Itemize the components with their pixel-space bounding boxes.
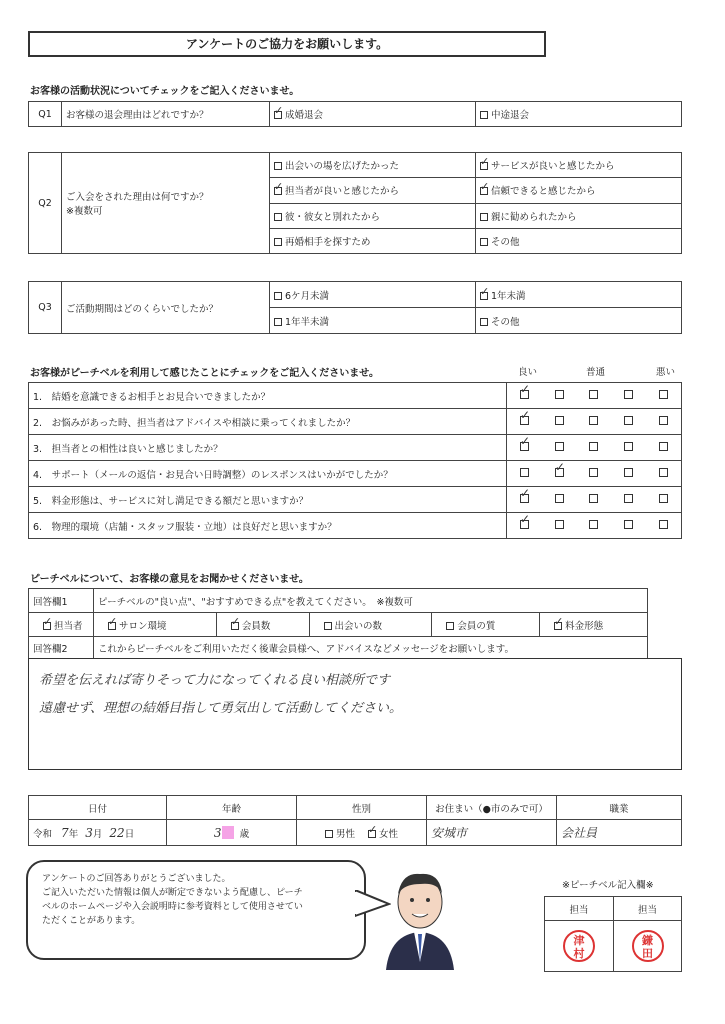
checkbox-icon[interactable] <box>555 390 564 399</box>
gender-field[interactable]: 男性 ✓ 女性 <box>297 820 427 846</box>
rating-question: 2. お悩みがあった時、担当者はアドバイスや相談に乗ってくれましたか？ <box>29 409 507 435</box>
q1-table <box>28 101 682 127</box>
rating-option[interactable] <box>577 383 612 409</box>
checkbox-icon[interactable] <box>589 520 598 529</box>
answer1-option[interactable]: 出会いの数 <box>309 613 432 637</box>
rating-option[interactable] <box>611 383 646 409</box>
rating-option[interactable] <box>611 435 646 461</box>
answer1-option[interactable]: ✓担当者 <box>29 613 94 637</box>
checkbox-icon[interactable] <box>480 213 488 221</box>
checkbox-icon[interactable] <box>659 442 668 451</box>
q1-question: お客様の退会理由はどれですか？ <box>62 102 270 127</box>
checkbox-icon[interactable] <box>480 111 488 119</box>
rating-option[interactable] <box>646 409 682 435</box>
redaction-block <box>222 826 234 839</box>
checkbox-icon[interactable] <box>555 442 564 451</box>
staff-stamp-cell <box>545 921 614 972</box>
rating-option[interactable] <box>646 487 682 513</box>
q2-option[interactable]: ✓ 信頼できると感じたから <box>476 178 682 203</box>
rating-option[interactable] <box>507 461 543 487</box>
rating-option[interactable] <box>507 409 543 435</box>
checkbox-icon[interactable] <box>555 468 564 477</box>
answer2-label: 回答欄2 <box>29 637 94 659</box>
checkbox-icon[interactable] <box>480 318 488 326</box>
q2-option[interactable]: 彼・彼女と別れたから <box>270 203 476 228</box>
q1-option-1[interactable]: 中途退会 <box>476 102 682 127</box>
rating-question: 5. 料金形態は、サービスに対し満足できる額だと思いますか？ <box>29 487 507 513</box>
checkbox-icon[interactable] <box>274 318 282 326</box>
q3-label: Q3 <box>29 282 62 334</box>
section2-heading: お客様がピーチベルを利用して感じたことにチェックをご記入くださいませ。 <box>30 368 379 379</box>
checkbox-icon[interactable] <box>520 416 529 425</box>
rating-option[interactable] <box>507 435 543 461</box>
q3-table <box>28 281 682 334</box>
answer2-prompt: これからピーチベルをご利用いただく後輩会員様へ、アドバイスなどメッセージをお願いします。 <box>94 637 648 659</box>
checkbox-icon[interactable] <box>659 494 668 503</box>
rating-option[interactable] <box>646 383 682 409</box>
q3-option[interactable]: 6ケ月未満 <box>270 282 476 308</box>
q3-question: ご活動期間はどのくらいでしたか？ <box>62 282 270 334</box>
staff-illustration-icon <box>380 862 460 970</box>
job-field[interactable]: 会社員 <box>557 820 682 846</box>
rating-option[interactable] <box>611 409 646 435</box>
header-gender: 性別 <box>297 796 427 820</box>
answer1-option[interactable]: 会員の質 <box>432 613 540 637</box>
checkbox-icon[interactable] <box>274 187 282 195</box>
checkbox-icon[interactable] <box>520 494 529 503</box>
staff-stamp-cell <box>614 921 682 972</box>
rating-question: 3. 担当者との相性は良いと感じましたか？ <box>29 435 507 461</box>
table-row <box>29 461 682 487</box>
q2-option[interactable]: その他 <box>476 228 682 253</box>
checkbox-icon[interactable] <box>480 238 488 246</box>
checkbox-icon[interactable] <box>520 390 529 399</box>
q3-option[interactable]: ✓ 1年未満 <box>476 282 682 308</box>
checkbox-icon[interactable] <box>108 622 116 630</box>
header-age: 年齢 <box>167 796 297 820</box>
rating-question: 6. 物理的環境（店舗・スタッフ服装・立地）は良好だと思いますか？ <box>29 513 507 539</box>
q3-option[interactable]: 1年半未満 <box>270 308 476 334</box>
rating-option[interactable] <box>611 513 646 539</box>
seal-stamp-icon: 鎌 田 <box>632 930 664 962</box>
staff-table <box>544 896 682 972</box>
q2-label: Q2 <box>29 153 62 254</box>
address-field[interactable]: 安城市 <box>427 820 557 846</box>
q3-option[interactable]: その他 <box>476 308 682 334</box>
scale-bad: 悪い <box>656 367 676 378</box>
rating-option[interactable] <box>577 409 612 435</box>
checkbox-icon[interactable] <box>446 622 454 630</box>
checkbox-icon[interactable] <box>589 442 598 451</box>
staff-heading: ※ピーチベル記入欄※ <box>562 880 654 891</box>
answer1-option[interactable]: ✓ 料金形態 <box>540 613 648 637</box>
q2-option[interactable]: ✓ サービスが良いと感じたから <box>476 153 682 178</box>
scale-normal: 普通 <box>586 367 606 378</box>
q2-option[interactable]: ✓担当者が良いと感じたから <box>270 178 476 203</box>
rating-table <box>28 382 682 539</box>
rating-option[interactable] <box>542 435 577 461</box>
q2-option[interactable]: 出会いの場を広げたかった <box>270 153 476 178</box>
age-field[interactable]: 3 歳 <box>167 820 297 846</box>
answer1-table <box>28 588 648 659</box>
checkbox-icon[interactable] <box>555 416 564 425</box>
rating-option[interactable] <box>507 383 543 409</box>
checkbox-icon[interactable] <box>659 520 668 529</box>
rating-option[interactable] <box>646 435 682 461</box>
checkbox-icon[interactable] <box>43 622 51 630</box>
rating-option[interactable] <box>542 383 577 409</box>
section3-heading: ピーチベルについて、お客様の意見をお聞かせくださいませ。 <box>30 574 309 585</box>
checkbox-icon[interactable] <box>368 830 376 838</box>
q1-label: Q1 <box>29 102 62 127</box>
rating-question: 1. 結婚を意識できるお相手とお見合いできましたか？ <box>29 383 507 409</box>
header-address: お住まい（●市のみで可） <box>427 796 557 820</box>
table-row <box>29 383 682 409</box>
rating-option[interactable] <box>542 461 577 487</box>
answer1-option[interactable]: ✓ サロン環境 <box>94 613 217 637</box>
header-job: 職業 <box>557 796 682 820</box>
answer1-prompt: ピーチベルの"良い点"、"おすすめできる点"を教えてください。 ※複数可 <box>94 589 648 613</box>
date-field[interactable]: 令和 7年 3月 22日 <box>29 820 167 846</box>
rating-option[interactable] <box>542 409 577 435</box>
checkbox-icon[interactable] <box>624 442 633 451</box>
checkbox-icon[interactable] <box>659 390 668 399</box>
checkbox-icon[interactable] <box>589 390 598 399</box>
staff-col2: 担当 <box>614 897 682 921</box>
rating-option[interactable] <box>611 461 646 487</box>
checkbox-icon[interactable] <box>325 830 333 838</box>
answer2-textarea[interactable] <box>28 658 682 770</box>
table-row <box>29 409 682 435</box>
table-row <box>29 513 682 539</box>
checkbox-icon[interactable] <box>624 390 633 399</box>
table-row <box>29 435 682 461</box>
checkbox-icon[interactable] <box>480 187 488 195</box>
thanks-bubble: アンケートのご回答ありがとうございました。 ご記入いただいた情報は個人が断定できないよう配慮し、ピーチ ベルのホームページや入会説明時に参考資料として使用させてい ただくことがあります。 <box>26 860 366 960</box>
page-title: アンケートのご協力をお願いします。 <box>28 31 546 57</box>
checkbox-icon[interactable] <box>659 468 668 477</box>
rating-option[interactable] <box>611 487 646 513</box>
checkbox-icon[interactable] <box>555 494 564 503</box>
checkbox-icon[interactable] <box>274 213 282 221</box>
checkbox-icon[interactable] <box>555 520 564 529</box>
checkbox-icon[interactable] <box>589 494 598 503</box>
rating-option[interactable] <box>542 513 577 539</box>
checkbox-icon[interactable] <box>624 468 633 477</box>
checkbox-icon[interactable] <box>520 468 529 477</box>
q2-option[interactable]: 親に勧められたから <box>476 203 682 228</box>
checkbox-icon[interactable] <box>274 292 282 300</box>
rating-option[interactable] <box>577 487 612 513</box>
answer1-label: 回答欄1 <box>29 589 94 613</box>
staff-col1: 担当 <box>545 897 614 921</box>
rating-option[interactable] <box>507 487 543 513</box>
answer1-option[interactable]: ✓ 会員数 <box>216 613 309 637</box>
answer2-line2: 遠慮せず、理想の結婚目指して勇気出して活動してください。 <box>39 701 402 716</box>
rating-option[interactable] <box>577 461 612 487</box>
checkbox-icon[interactable] <box>589 468 598 477</box>
checkbox-icon[interactable] <box>624 494 633 503</box>
checkbox-icon[interactable] <box>274 238 282 246</box>
checkbox-icon[interactable] <box>480 292 488 300</box>
header-date: 日付 <box>29 796 167 820</box>
rating-question: 4. サポート（メールの返信・お見合い日時調整）のレスポンスはいかがでしたか？ <box>29 461 507 487</box>
checkbox-icon[interactable] <box>520 520 529 529</box>
scale-good: 良い <box>518 367 538 378</box>
checkbox-icon[interactable] <box>659 416 668 425</box>
rating-option[interactable] <box>507 513 543 539</box>
q2-question: ご入会をされた理由は何ですか？ ※複数可 <box>62 153 270 254</box>
checkbox-icon[interactable] <box>624 520 633 529</box>
answer2-line1: 希望を伝えれば寄りそって力になってくれる良い相談所です <box>39 673 391 688</box>
checkbox-icon[interactable] <box>589 416 598 425</box>
q2-table <box>28 152 682 254</box>
checkbox-icon[interactable] <box>274 162 282 170</box>
checkbox-icon[interactable] <box>554 622 562 630</box>
table-row <box>29 487 682 513</box>
rating-option[interactable] <box>577 435 612 461</box>
checkbox-icon[interactable] <box>274 111 282 119</box>
checkbox-icon[interactable] <box>520 442 529 451</box>
seal-stamp-icon: 津 村 <box>563 930 595 962</box>
checkbox-icon[interactable] <box>324 622 332 630</box>
section1-heading: お客様の活動状況についてチェックをご記入くださいませ。 <box>30 86 300 97</box>
profile-table <box>28 795 682 846</box>
rating-option[interactable] <box>646 513 682 539</box>
checkbox-icon[interactable] <box>231 622 239 630</box>
checkbox-icon[interactable] <box>480 162 488 170</box>
q2-option[interactable]: 再婚相手を探すため <box>270 228 476 253</box>
rating-option[interactable] <box>646 461 682 487</box>
rating-option[interactable] <box>542 487 577 513</box>
checkbox-icon[interactable] <box>624 416 633 425</box>
rating-option[interactable] <box>577 513 612 539</box>
q1-option-0[interactable]: ✓ 成婚退会 <box>270 102 476 127</box>
